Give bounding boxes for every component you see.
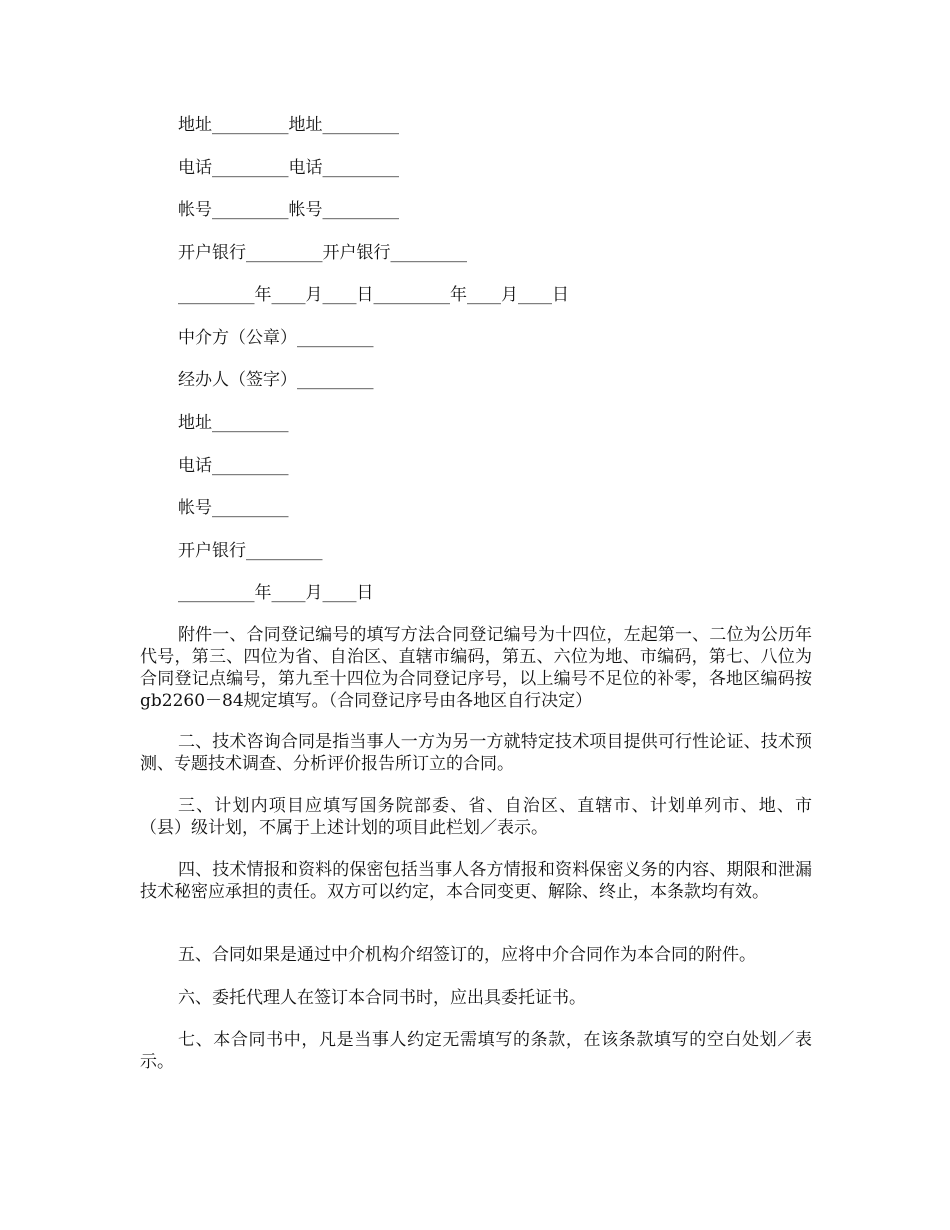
intermediary-bank-field: 开户银行_________ (178, 541, 323, 561)
address-fields: 地址_________地址_________ (178, 115, 399, 135)
intermediary-seal-field: 中介方（公章）_________ (178, 328, 374, 348)
date-fields: _________年____月____日_________年____月____日 (178, 285, 569, 305)
note-paragraph-1: 附件一、合同登记编号的填写方法合同登记编号为十四位，左起第一、二位为公历年代号，第三、四位为省、自治区、直辖市编码，第五、六位为地、市编码，第七、八位为合同登记点编号，第九至十四位为合同登记序号，以上编号不足位的补零，各地区编码按gb2260－84规定填写。（合同登记序号由各地区自行决定） (140, 625, 812, 711)
note-paragraph-7: 七、本合同书中，凡是当事人约定无需填写的条款，在该条款填写的空白处划／表示。 (140, 1030, 812, 1072)
note-paragraph-5: 五、合同如果是通过中介机构介绍签订的，应将中介合同作为本合同的附件。 (178, 945, 756, 965)
note-paragraph-4: 四、技术情报和资料的保密包括当事人各方情报和资料保密义务的内容、期限和泄漏技术秘密应承担的责任。双方可以约定，本合同变更、解除、终止，本条款均有效。 (140, 860, 812, 902)
agent-signature-field: 经办人（签字）_________ (178, 370, 374, 390)
intermediary-date-field: _________年____月____日 (178, 583, 374, 603)
note-paragraph-2: 二、技术咨询合同是指当事人一方为另一方就特定技术项目提供可行性论证、技术预测、专题技术调查、分析评价报告所订立的合同。 (140, 732, 812, 774)
note-paragraph-6: 六、委托代理人在签订本合同书时，应出具委托证书。 (178, 988, 586, 1008)
intermediary-address-field: 地址_________ (178, 413, 289, 433)
phone-fields: 电话_________电话_________ (178, 158, 399, 178)
intermediary-account-field: 帐号_________ (178, 498, 289, 518)
intermediary-phone-field: 电话_________ (178, 456, 289, 476)
bank-fields: 开户银行_________开户银行_________ (178, 243, 467, 263)
note-paragraph-3: 三、计划内项目应填写国务院部委、省、自治区、直辖市、计划单列市、地、市（县）级计划，不属于上述计划的项目此栏划／表示。 (140, 796, 812, 838)
account-fields: 帐号_________帐号_________ (178, 200, 399, 220)
